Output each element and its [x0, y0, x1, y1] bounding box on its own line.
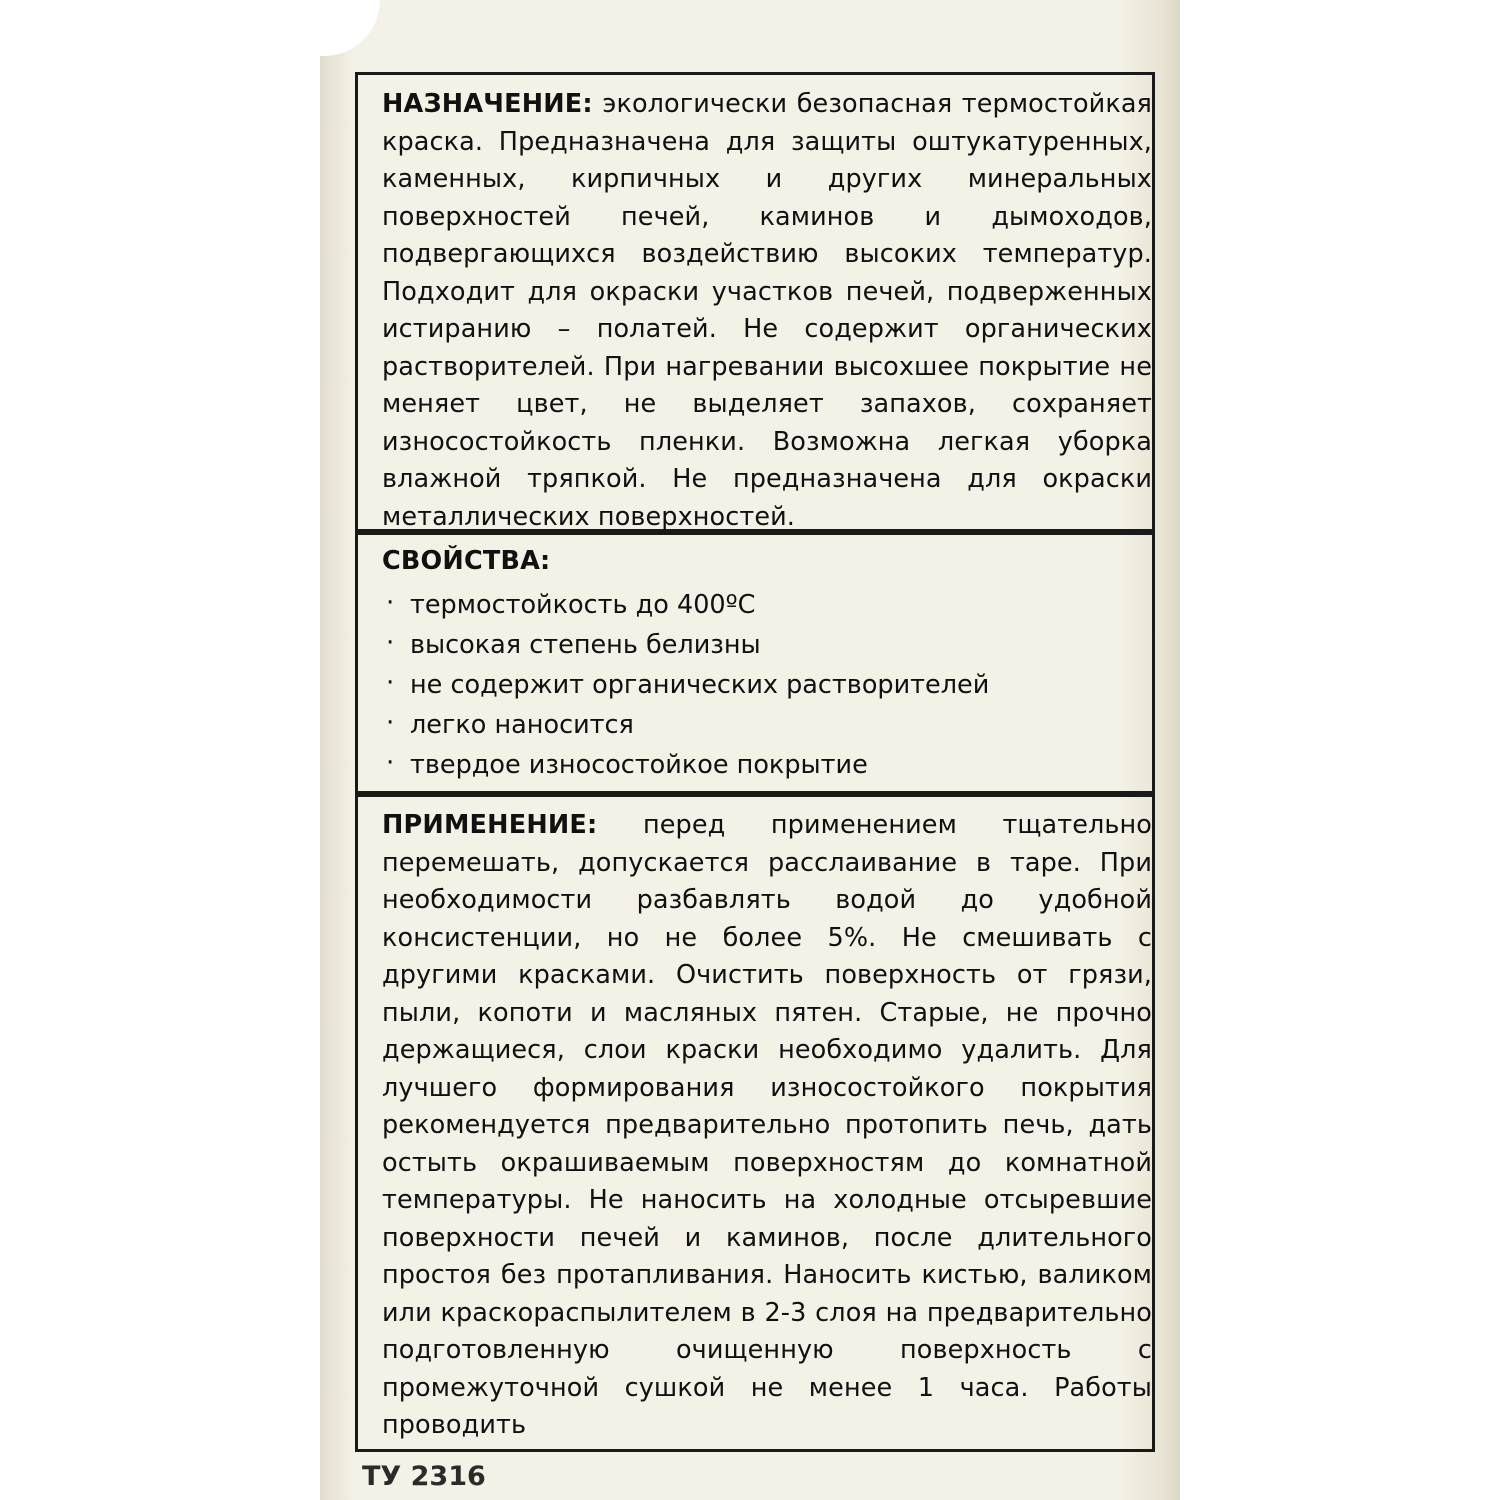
purpose-body: экологически безопасная термостойкая краска. Предназначена для защиты оштукатуренных, каменных, кирпичных и других минеральных поверхностей печей, каминов и дымоходов, подвергающихся воздействию высоких температур. Подходит для окраски участков печей, подверженных истиранию – полатей. Не содержит органических растворителей. При нагревании высохшее покрытие не меняет цвет, не выделяет запахов, сохраняет износостойкость пленки. Возможна легкая уборка влажной тряпкой. Не предназначена для окраски металлических поверхностей.: [382, 89, 1152, 532]
purpose-heading: НАЗНАЧЕНИЕ:: [382, 89, 593, 119]
list-item: · твердое износостойкое покрытие: [382, 745, 1142, 785]
properties-heading: СВОЙСТВА:: [382, 546, 551, 576]
section-usage: [382, 807, 1152, 1445]
section-properties-heading-wrap: [382, 543, 1152, 581]
section-purpose: [382, 86, 1152, 536]
usage-paragraph: [382, 807, 1152, 1445]
list-item: · не содержит органических растворителей: [382, 665, 1142, 705]
list-item: · термостойкость до 400ºС: [382, 585, 1142, 625]
bottom-cutoff-text: ТУ 2316: [362, 1462, 486, 1488]
list-item: · легко наносится: [382, 705, 1142, 745]
usage-body: перед применением тщательно перемешать, допускается расслаивание в таре. При необходимости разбавлять водой до удобной консистенции, но не более 5%. Не смешивать с другими красками. Очистить поверхность от грязи, пыли, копоти и масляных пятен. Старые, не прочно держащиеся, слои краски необходимо удалить. Для лучшего формирования износостойкого покрытия рекомендуется предварительно протопить печь, дать остыть окрашиваемым поверхностям до комнатной температуры. Не наносить на холодные отсыревшие поверхности печей и каминов, после длительного простоя без протапливания. Наносить кистью, валиком или краскораспылителем в 2-3 слоя на предварительно подготовленную очищенную поверхность с промежуточной сушкой не менее 1 часа. Работы проводить: [382, 810, 1152, 1440]
sheet-left-shading: [320, 0, 354, 1500]
properties-list: [382, 585, 1142, 785]
list-item: · высокая степень белизны: [382, 625, 1142, 665]
purpose-paragraph: [382, 86, 1152, 536]
usage-heading: ПРИМЕНЕНИЕ:: [382, 810, 598, 840]
